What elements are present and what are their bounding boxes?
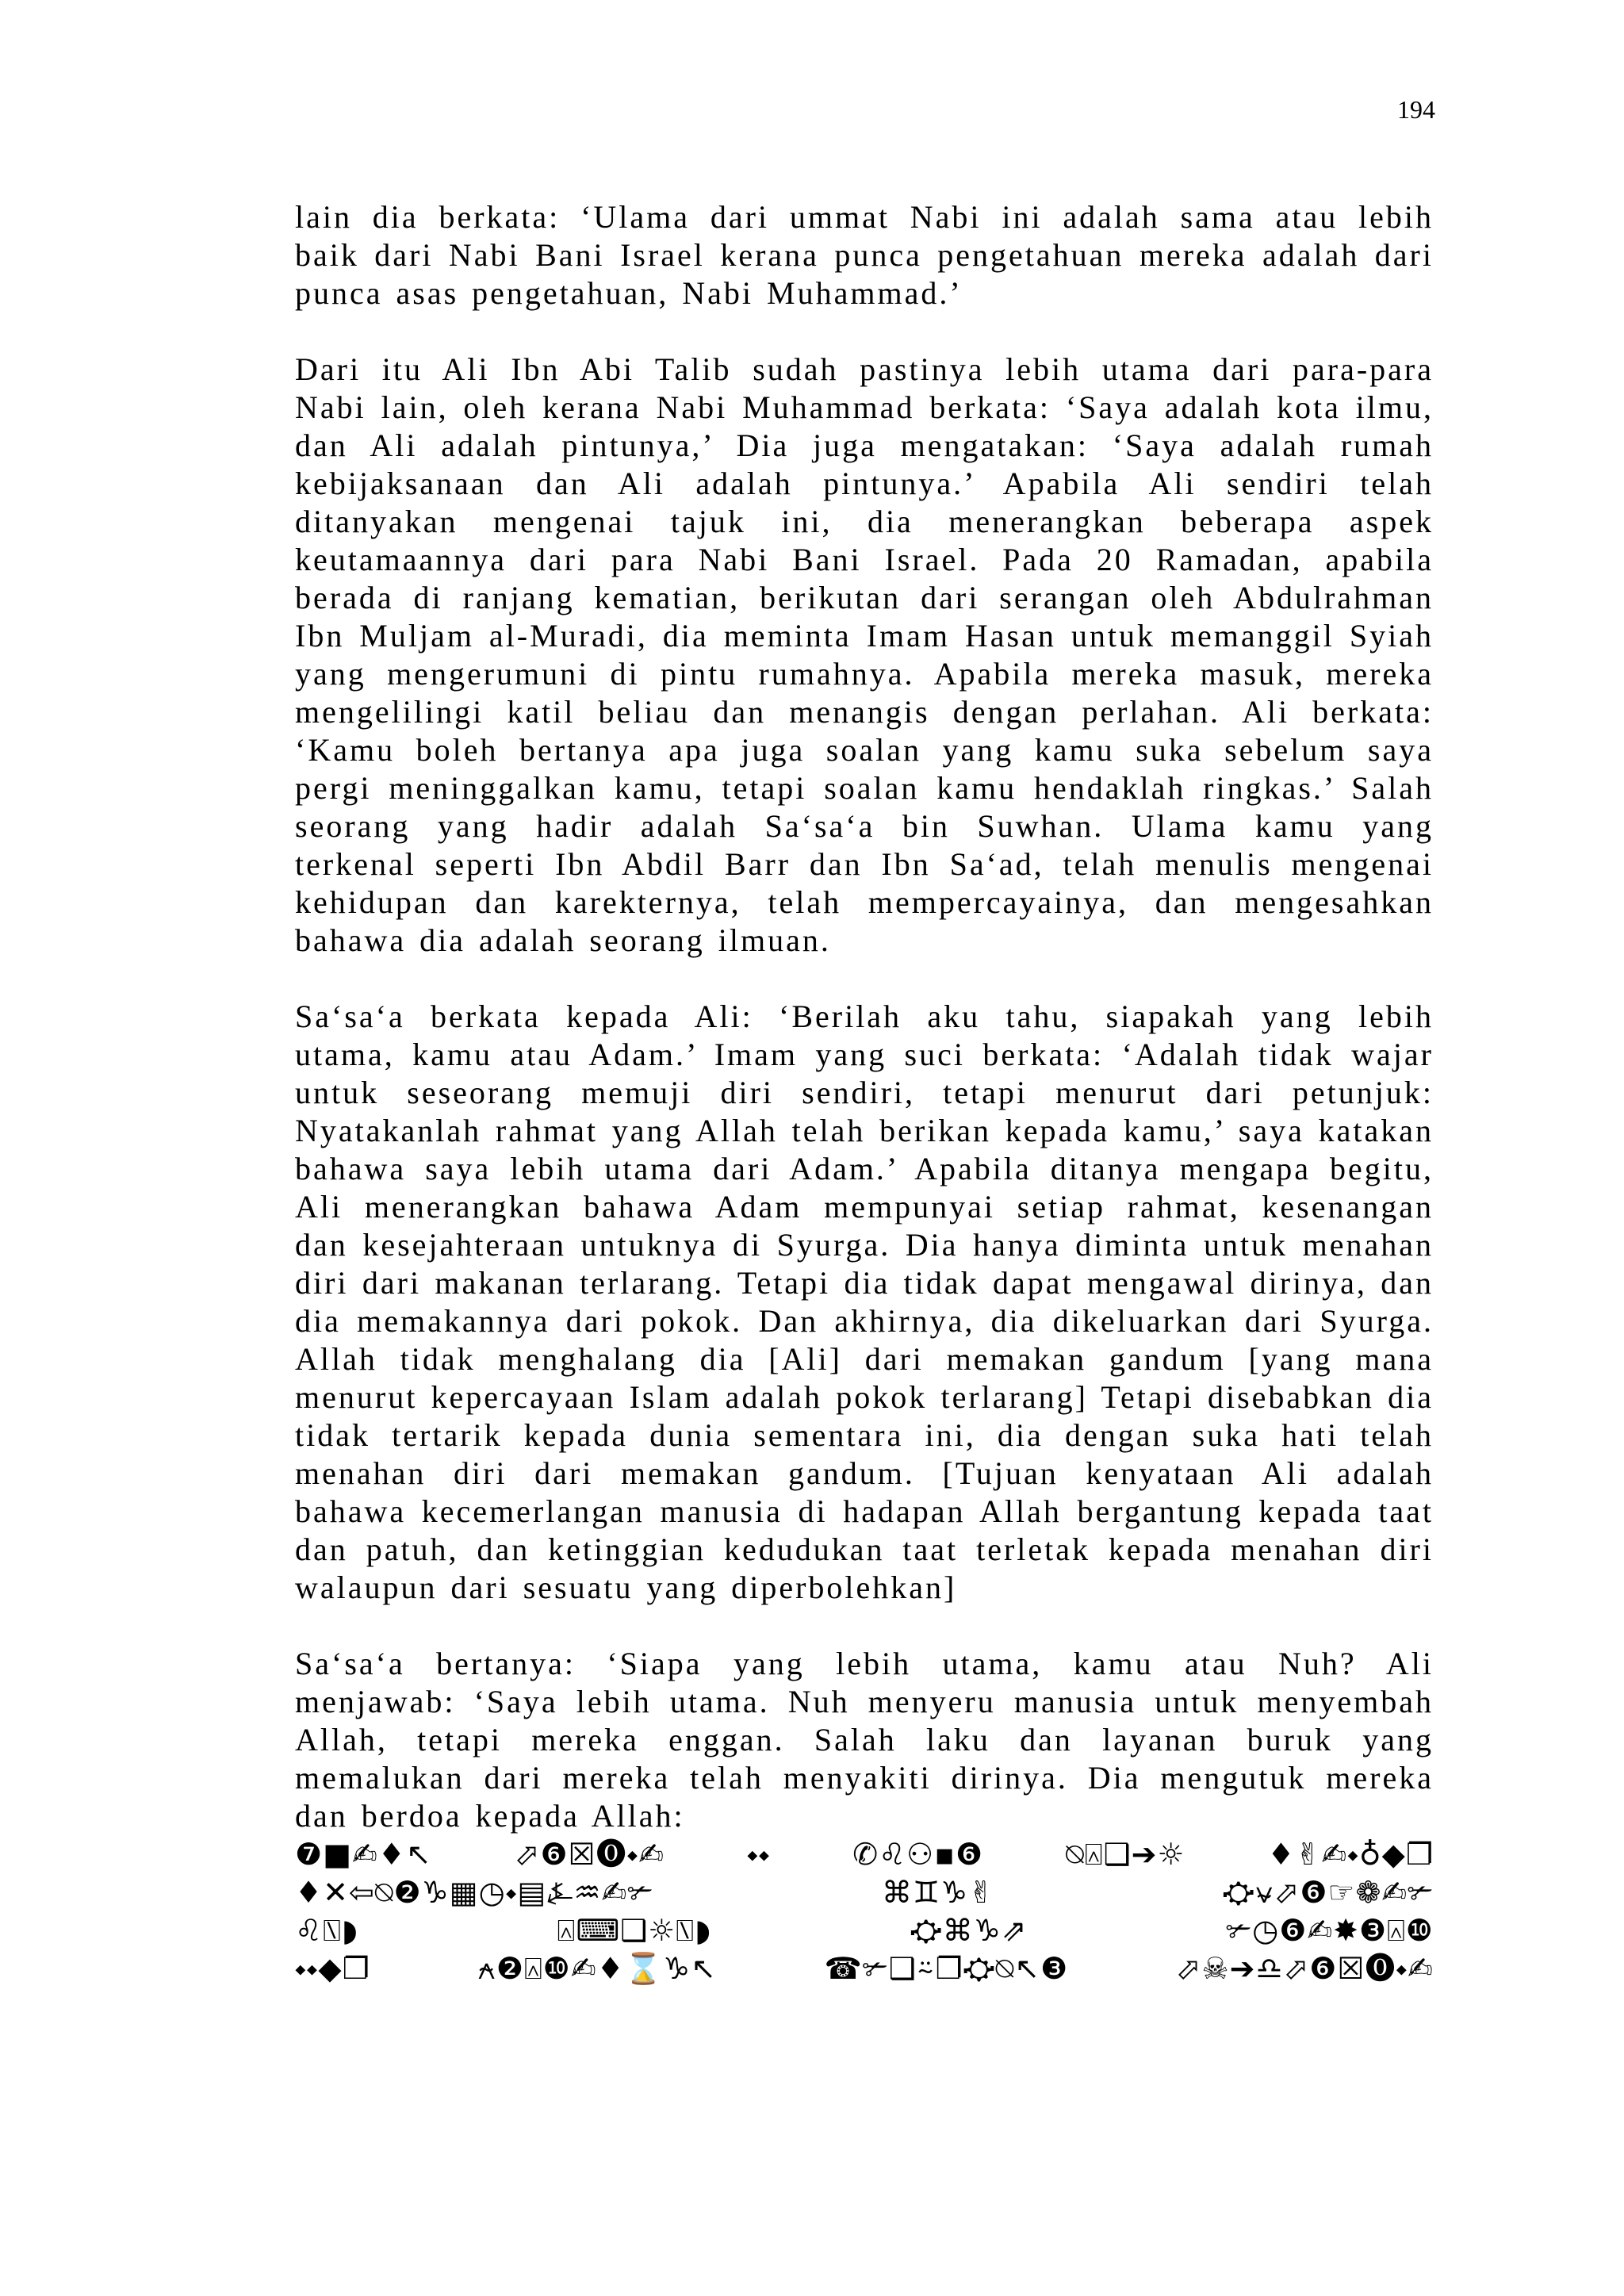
symbol-word: ♌⍂◗ xyxy=(295,1913,358,1948)
document-body xyxy=(295,198,1434,1987)
page-number: 194 xyxy=(1397,95,1435,124)
symbol-word: ⛮⍱⬀❻☞❁✍✃ xyxy=(1222,1875,1434,1910)
symbol-word: ⌘♊♑✌ xyxy=(882,1875,994,1910)
symbol-word: ⬩⬩◆❐ xyxy=(295,1951,370,1986)
paragraph-3: Sa‘sa‘a berkata kepada Ali: ‘Berilah aku tahu, siapakah yang lebih utama, kamu atau Adam.’ Imam yang suci berkata: ‘Adalah tidak wajar untuk seseorang memuji diri sendiri, tetapi menurut dari petunjuk: Nyatakanlah rahmat yang Allah telah berikan kepada kamu,’ saya katakan bahawa saya lebih utama dari Adam.’ Apabila ditanya mengapa begitu, Ali menerangkan bahawa Adam mempunyai setiap rahmat, kesenangan dan kesejahteraan untuknya di Syurga. Dia hanya diminta untuk menahan diri dari makanan terlarang. Tetapi dia tidak dapat mengawal dirinya, dan dia memakannya dari pokok. Dan akhirnya, dia dikeluarkan dari Syurga. Allah tidak menghalang dia [Ali] dari memakan gandum [yang mana menurut kepercayaan Islam adalah pokok terlarang] Tetapi disebabkan dia tidak tertarik kepada dunia sementara ini, dia dengan suka hati telah menahan diri dari memakan gandum. [Tujuan kenyataan Ali adalah bahawa kecemerlangan manusia di hadapan Allah bergantung kepada taat dan patuh, dan ketinggian kedudukan taat terletak kepada menahan diri walaupun dari sesuatu yang diperbolehkan] xyxy=(295,999,1434,1605)
paragraph-1: lain dia berkata: ‘Ulama dari ummat Nabi ini adalah sama atau lebih baik dari Nabi Bani Israel kerana punca pengetahuan mereka adalah dari punca asas pengetahuan, Nabi Muhammad.’ xyxy=(295,199,1434,311)
symbol-word: ✃◷❻✍✸❸⍓❿ xyxy=(1226,1913,1434,1948)
symbol-word: ⍲❷⍓❿✍♦⌛♑↖ xyxy=(477,1951,717,1986)
symbol-word: ⬀☠➔♎⬀❻☒⓿⬩✍ xyxy=(1175,1951,1434,1986)
symbol-word: ⍉⍓❑➔☼ xyxy=(1065,1837,1185,1872)
paragraph-2: Dari itu Ali Ibn Abi Talib sudah pastinya lebih utama dari para-para Nabi lain, oleh kerana Nabi Muhammad berkata: ‘Saya adalah kota ilmu, dan Ali adalah pintunya,’ Dia juga mengatakan: ‘Saya adalah rumah kebijaksanaan dan Ali adalah pintunya.’ Apabila Ali sendiri telah ditanyakan mengenai tajuk ini, dia menerangkan beberapa aspek keutamaannya dari para Nabi Bani Israel. Pada 20 Ramadan, apabila berada di ranjang kematian, berikutan dari serangan oleh Abdulrahman Ibn Muljam al-Muradi, dia meminta Imam Hasan untuk memanggil Syiah yang mengerumuni di pintu rumahnya. Apabila mereka masuk, mereka mengelilingi katil beliau dan menangis dengan perlahan. Ali berkata: ‘Kamu boleh bertanya apa juga soalan yang kamu suka sebelum saya pergi meninggalkan kamu, tetapi soalan kamu hendaklah ringkas.’ Salah seorang yang hadir adalah Sa‘sa‘a bin Suwhan. Ulama kamu yang terkenal seperti Ibn Abdil Barr dan Ibn Sa‘ad, telah menulis mengenai kehidupan dan karekternya, telah mempercayainya, dan mengesahkan bahawa dia adalah seorang ilmuan. xyxy=(295,351,1434,958)
symbol-word: ❼■✍♦↖ xyxy=(295,1837,432,1872)
symbol-line-1 xyxy=(295,1835,1434,1873)
symbol-word: ⬀❻☒⓿⬩✍ xyxy=(514,1837,665,1872)
symbol-font-text xyxy=(295,1835,1434,1987)
symbol-word: ♦✕⇦⍉❷♑▦◷⬩▤⍼♒✍✃ xyxy=(295,1875,654,1910)
symbol-line-4 xyxy=(295,1949,1434,1987)
symbol-line-3 xyxy=(295,1911,1434,1949)
symbol-word: ⬩⬩ xyxy=(747,1837,771,1872)
symbol-word: ♦✌✍⬩♁◆❐ xyxy=(1267,1837,1434,1872)
symbol-word: ✆♌⚇▪❻ xyxy=(852,1837,984,1872)
symbol-word: ☎✃❑⍨❐⛮⍉↖❸ xyxy=(824,1951,1069,1986)
symbol-line-2 xyxy=(295,1873,1434,1911)
symbol-word: ⍓⌨❑☼⍂◗ xyxy=(557,1913,712,1948)
symbol-word: ⛮⌘♑⇗ xyxy=(910,1913,1028,1948)
paragraph-4: Sa‘sa‘a bertanya: ‘Siapa yang lebih utama, kamu atau Nuh? Ali menjawab: ‘Saya lebih utama. Nuh menyeru manusia untuk menyembah Allah, tetapi mereka enggan. Salah laku dan layanan buruk yang memalukan dari mereka telah menyakiti dirinya. Dia mengutuk mereka dan berdoa kepada Allah: xyxy=(295,1646,1434,1834)
